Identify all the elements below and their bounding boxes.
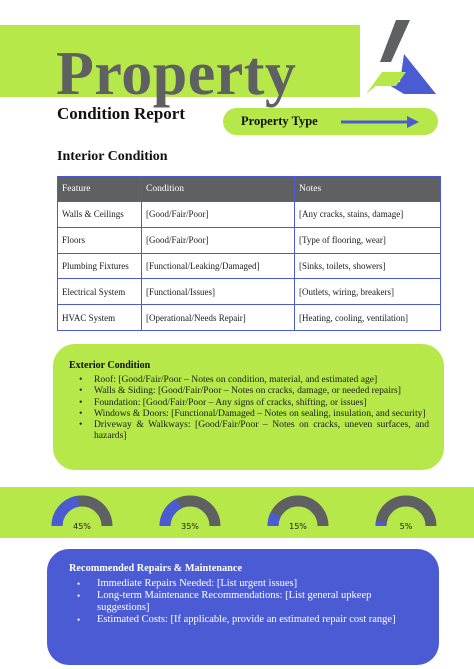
list-item-text: Immediate Repairs Needed: [List urgent issues] [97, 578, 298, 589]
gauge-band [0, 487, 474, 538]
cell-feature: Walls & Ceilings [58, 202, 142, 228]
interior-condition-table [57, 176, 441, 331]
list-item [77, 614, 422, 626]
bullet-icon: • [79, 419, 83, 431]
list-item-text: Driveway & Walkways: [Good/Fair/Poor – Notes on cracks, uneven surfaces, and hazards] [94, 419, 429, 442]
cell-notes[interactable]: [Type of flooring, wear] [295, 227, 441, 253]
gauge-label: 35% [181, 522, 199, 531]
list-item-text: Long-term Maintenance Recommendations: [List general upkeep suggestions] [97, 590, 372, 613]
list-item-text: Windows & Doors: [Functional/Damaged – Notes on sealing, insulation, and security] [94, 407, 426, 419]
cell-condition[interactable]: [Good/Fair/Poor] [142, 202, 295, 228]
repairs-heading: Recommended Repairs & Maintenance [69, 563, 243, 574]
bullet-icon: • [77, 615, 81, 625]
gauge-fill [165, 504, 179, 526]
table-header-row [58, 177, 441, 202]
cell-notes[interactable]: [Sinks, toilets, showers] [295, 253, 441, 279]
page-title: Property [56, 40, 297, 108]
table-row [58, 227, 441, 253]
triangle-logo-icon [366, 20, 436, 96]
table-row [58, 202, 441, 228]
exterior-list [79, 374, 429, 442]
bullet-icon: • [77, 591, 81, 601]
bullet-icon: • [79, 374, 83, 385]
cell-condition[interactable]: [Functional/Leaking/Damaged] [142, 253, 295, 279]
hero-band [0, 25, 360, 108]
cell-notes[interactable]: [Any cracks, stains, damage] [295, 202, 441, 228]
list-item [77, 578, 422, 590]
gauge-label: 45% [73, 522, 91, 531]
arrow-right-icon [341, 116, 419, 128]
list-item [77, 590, 422, 614]
cell-condition[interactable]: [Functional/Issues] [142, 279, 295, 305]
bullet-icon: • [77, 579, 81, 589]
list-item-text: Foundation: [Good/Fair/Poor – Any signs of cracks, shifting, or issues] [94, 396, 367, 408]
gauge-label: 5% [399, 522, 413, 531]
list-item [79, 397, 429, 408]
list-item-text: Walls & Siding: [Good/Fair/Poor – Notes on cracks, damage, or needed repairs] [94, 385, 401, 397]
gauge-3 [267, 495, 329, 531]
list-item-text: Estimated Costs: [If applicable, provide an estimated repair cost range] [97, 614, 396, 625]
bullet-icon: • [79, 385, 83, 397]
interior-heading: Interior Condition [57, 149, 168, 164]
gauge-1 [51, 495, 113, 531]
bullet-icon: • [79, 407, 83, 419]
column-header-notes: Notes [295, 177, 441, 202]
cell-feature: Plumbing Fixtures [58, 253, 142, 279]
repairs-list [77, 578, 422, 626]
cell-feature: Electrical System [58, 279, 142, 305]
list-item-text: Roof: [Good/Fair/Poor – Notes on condition, material, and estimated age] [94, 374, 378, 385]
exterior-condition-card [53, 344, 444, 470]
cell-feature: Floors [58, 227, 142, 253]
gauge-fill [273, 515, 276, 526]
table-row [58, 305, 441, 331]
column-header-condition: Condition [142, 177, 295, 202]
cell-condition[interactable]: [Operational/Needs Repair] [142, 305, 295, 331]
table-row [58, 253, 441, 279]
cell-feature: HVAC System [58, 305, 142, 331]
property-type-field[interactable] [223, 108, 438, 135]
list-item [79, 374, 429, 385]
list-item [79, 419, 429, 442]
cell-notes[interactable]: [Heating, cooling, ventilation] [295, 305, 441, 331]
property-type-label: Property Type [241, 114, 318, 128]
list-item [79, 408, 429, 419]
repairs-card [47, 549, 439, 665]
gauge-label: 15% [289, 522, 307, 531]
column-header-feature: Feature [58, 177, 142, 202]
table-row [58, 279, 441, 305]
gauge-2 [159, 495, 221, 531]
report-subtitle: Condition Report [57, 104, 185, 123]
cell-condition[interactable]: [Good/Fair/Poor] [142, 227, 295, 253]
bullet-icon: • [79, 396, 83, 408]
gauge-4 [375, 495, 437, 531]
list-item [79, 385, 429, 396]
exterior-heading: Exterior Condition [69, 360, 151, 371]
cell-notes[interactable]: [Outlets, wiring, breakers] [295, 279, 441, 305]
